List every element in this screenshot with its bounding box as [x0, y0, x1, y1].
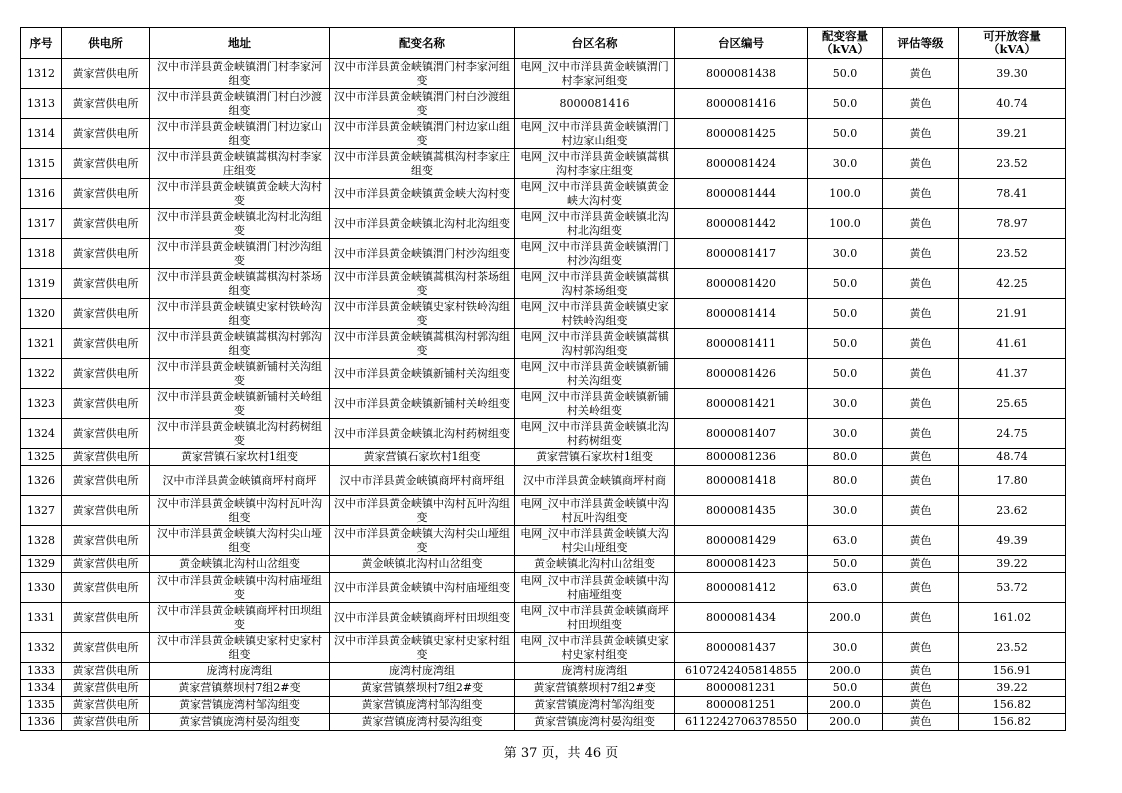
column-header-rating: 评估等级: [883, 28, 959, 59]
cell-open-capacity: 53.72: [959, 573, 1066, 603]
cell-address: 汉中市洋县黄金峡镇蒿棋沟村李家庄组变: [150, 149, 330, 179]
table-row: [21, 269, 1066, 299]
cell-open-capacity: 42.25: [959, 269, 1066, 299]
cell-address: 汉中市洋县黄金峡镇蒿棋沟村茶场组变: [150, 269, 330, 299]
table-body: [21, 59, 1066, 731]
cell-transformer-name: 汉中市洋县黄金峡镇渭门村白沙渡组变: [330, 89, 515, 119]
table-row: [21, 389, 1066, 419]
cell-station: 黄家营供电所: [62, 239, 150, 269]
cell-station: 黄家营供电所: [62, 526, 150, 556]
cell-station: 黄家营供电所: [62, 119, 150, 149]
cell-area-code: 6107242405814855: [675, 663, 808, 680]
cell-seq: 1334: [21, 680, 62, 697]
cell-capacity: 200.0: [808, 697, 883, 714]
table-row: [21, 556, 1066, 573]
cell-rating: 黄色: [883, 633, 959, 663]
cell-transformer-name: 庞湾村庞湾组: [330, 663, 515, 680]
cell-area-name: 电网_汉中市洋县黄金峡镇北沟村北沟组变: [515, 209, 675, 239]
cell-station: 黄家营供电所: [62, 573, 150, 603]
cell-transformer-name: 汉中市洋县黄金峡镇大沟村尖山垭组变: [330, 526, 515, 556]
cell-station: 黄家营供电所: [62, 329, 150, 359]
cell-seq: 1330: [21, 573, 62, 603]
cell-area-name: 黄家营镇庞湾村邹沟组变: [515, 697, 675, 714]
cell-area-name: 电网_汉中市洋县黄金峡镇大沟村尖山垭组变: [515, 526, 675, 556]
cell-station: 黄家营供电所: [62, 714, 150, 731]
column-header-transformer-name: 配变名称: [330, 28, 515, 59]
column-header-area-code: 台区编号: [675, 28, 808, 59]
cell-rating: 黄色: [883, 449, 959, 466]
cell-capacity: 50.0: [808, 680, 883, 697]
cell-capacity: 100.0: [808, 179, 883, 209]
column-header-station: 供电所: [62, 28, 150, 59]
cell-seq: 1335: [21, 697, 62, 714]
cell-area-code: 6112242706378550: [675, 714, 808, 731]
cell-transformer-name: 汉中市洋县黄金峡镇史家村史家村组变: [330, 633, 515, 663]
table-row: [21, 449, 1066, 466]
cell-area-code: 8000081424: [675, 149, 808, 179]
cell-area-name: 黄家营镇庞湾村晏沟组变: [515, 714, 675, 731]
cell-capacity: 50.0: [808, 119, 883, 149]
cell-capacity: 200.0: [808, 603, 883, 633]
cell-transformer-name: 汉中市洋县黄金峡镇中沟村瓦叶沟组变: [330, 496, 515, 526]
table-row: [21, 526, 1066, 556]
cell-open-capacity: 17.80: [959, 466, 1066, 496]
cell-transformer-name: 汉中市洋县黄金峡镇黄金峡大沟村变: [330, 179, 515, 209]
cell-area-code: 8000081442: [675, 209, 808, 239]
cell-station: 黄家营供电所: [62, 603, 150, 633]
table-row: [21, 359, 1066, 389]
table-row: [21, 633, 1066, 663]
cell-address: 汉中市洋县黄金峡镇中沟村瓦叶沟组变: [150, 496, 330, 526]
cell-seq: 1316: [21, 179, 62, 209]
cell-capacity: 80.0: [808, 466, 883, 496]
cell-area-name: 汉中市洋县黄金峡镇商坪村商: [515, 466, 675, 496]
cell-area-code: 8000081420: [675, 269, 808, 299]
cell-rating: 黄色: [883, 496, 959, 526]
cell-area-name: 电网_汉中市洋县黄金峡镇史家村铁岭沟组变: [515, 299, 675, 329]
cell-address: 汉中市洋县黄金峡镇史家村铁岭沟组变: [150, 299, 330, 329]
cell-capacity: 63.0: [808, 573, 883, 603]
cell-open-capacity: 156.82: [959, 714, 1066, 731]
cell-transformer-name: 汉中市洋县黄金峡镇中沟村庙垭组变: [330, 573, 515, 603]
cell-address: 汉中市洋县黄金峡镇商坪村田坝组变: [150, 603, 330, 633]
cell-open-capacity: 156.91: [959, 663, 1066, 680]
cell-area-name: 电网_汉中市洋县黄金峡镇北沟村药树组变: [515, 419, 675, 449]
cell-area-code: 8000081251: [675, 697, 808, 714]
cell-seq: 1315: [21, 149, 62, 179]
cell-transformer-name: 黄家营镇庞湾村晏沟组变: [330, 714, 515, 731]
cell-area-name: 电网_汉中市洋县黄金峡镇商坪村田坝组变: [515, 603, 675, 633]
cell-open-capacity: 39.22: [959, 556, 1066, 573]
cell-area-code: 8000081416: [675, 89, 808, 119]
cell-address: 汉中市洋县黄金峡镇蒿棋沟村郭沟组变: [150, 329, 330, 359]
cell-transformer-name: 汉中市洋县黄金峡镇蒿棋沟村郭沟组变: [330, 329, 515, 359]
table-row: [21, 573, 1066, 603]
table-row: [21, 119, 1066, 149]
cell-seq: 1328: [21, 526, 62, 556]
cell-area-code: 8000081417: [675, 239, 808, 269]
cell-open-capacity: 40.74: [959, 89, 1066, 119]
cell-seq: 1327: [21, 496, 62, 526]
cell-rating: 黄色: [883, 663, 959, 680]
cell-capacity: 30.0: [808, 239, 883, 269]
cell-open-capacity: 156.82: [959, 697, 1066, 714]
cell-rating: 黄色: [883, 680, 959, 697]
cell-transformer-name: 汉中市洋县黄金峡镇渭门村边家山组变: [330, 119, 515, 149]
cell-area-code: 8000081434: [675, 603, 808, 633]
cell-address: 黄家营镇庞湾村晏沟组变: [150, 714, 330, 731]
cell-seq: 1313: [21, 89, 62, 119]
cell-area-code: 8000081435: [675, 496, 808, 526]
cell-capacity: 63.0: [808, 526, 883, 556]
cell-rating: 黄色: [883, 359, 959, 389]
cell-transformer-name: 汉中市洋县黄金峡镇史家村铁岭沟组变: [330, 299, 515, 329]
cell-area-code: 8000081414: [675, 299, 808, 329]
cell-rating: 黄色: [883, 573, 959, 603]
column-header-seq: 序号: [21, 28, 62, 59]
cell-address: 汉中市洋县黄金峡镇渭门村沙沟组变: [150, 239, 330, 269]
cell-rating: 黄色: [883, 119, 959, 149]
cell-capacity: 50.0: [808, 89, 883, 119]
cell-area-name: 黄家营镇石家坎村1组变: [515, 449, 675, 466]
cell-area-name: 电网_汉中市洋县黄金峡镇蒿棋沟村李家庄组变: [515, 149, 675, 179]
cell-seq: 1325: [21, 449, 62, 466]
cell-transformer-name: 汉中市洋县黄金峡镇新铺村关岭组变: [330, 389, 515, 419]
cell-capacity: 200.0: [808, 663, 883, 680]
cell-station: 黄家营供电所: [62, 663, 150, 680]
cell-area-name: 电网_汉中市洋县黄金峡镇渭门村边家山组变: [515, 119, 675, 149]
column-header-open-capacity: 可开放容量 （kVA）: [959, 28, 1066, 59]
cell-transformer-name: 黄家营镇庞湾村邹沟组变: [330, 697, 515, 714]
cell-seq: 1314: [21, 119, 62, 149]
cell-capacity: 50.0: [808, 359, 883, 389]
cell-transformer-name: 汉中市洋县黄金峡镇渭门村李家河组变: [330, 59, 515, 89]
cell-seq: 1326: [21, 466, 62, 496]
table-row: [21, 603, 1066, 633]
cell-open-capacity: 49.39: [959, 526, 1066, 556]
cell-seq: 1333: [21, 663, 62, 680]
cell-rating: 黄色: [883, 466, 959, 496]
capacity-table-sheet: [20, 27, 1065, 731]
cell-station: 黄家营供电所: [62, 299, 150, 329]
cell-capacity: 50.0: [808, 299, 883, 329]
cell-address: 汉中市洋县黄金峡镇渭门村李家河组变: [150, 59, 330, 89]
table-row: [21, 149, 1066, 179]
cell-rating: 黄色: [883, 209, 959, 239]
cell-area-name: 电网_汉中市洋县黄金峡镇渭门村李家河组变: [515, 59, 675, 89]
cell-area-code: 8000081411: [675, 329, 808, 359]
cell-area-name: 黄家营镇蔡坝村7组2#变: [515, 680, 675, 697]
cell-seq: 1321: [21, 329, 62, 359]
cell-area-name: 电网_汉中市洋县黄金峡镇渭门村沙沟组变: [515, 239, 675, 269]
cell-station: 黄家营供电所: [62, 269, 150, 299]
table-header-row: [21, 28, 1066, 59]
cell-station: 黄家营供电所: [62, 680, 150, 697]
table-row: [21, 496, 1066, 526]
cell-open-capacity: 41.61: [959, 329, 1066, 359]
cell-transformer-name: 汉中市洋县黄金峡镇蒿棋沟村茶场组变: [330, 269, 515, 299]
cell-open-capacity: 24.75: [959, 419, 1066, 449]
cell-station: 黄家营供电所: [62, 59, 150, 89]
cell-capacity: 200.0: [808, 714, 883, 731]
capacity-table: [20, 27, 1066, 731]
table-row: [21, 680, 1066, 697]
cell-area-code: 8000081231: [675, 680, 808, 697]
cell-address: 汉中市洋县黄金峡镇黄金峡大沟村变: [150, 179, 330, 209]
cell-station: 黄家营供电所: [62, 89, 150, 119]
cell-rating: 黄色: [883, 556, 959, 573]
cell-area-code: 8000081426: [675, 359, 808, 389]
cell-transformer-name: 汉中市洋县黄金峡镇北沟村药树组变: [330, 419, 515, 449]
cell-area-code: 8000081437: [675, 633, 808, 663]
table-row: [21, 89, 1066, 119]
cell-capacity: 30.0: [808, 419, 883, 449]
cell-capacity: 50.0: [808, 59, 883, 89]
cell-station: 黄家营供电所: [62, 149, 150, 179]
cell-capacity: 50.0: [808, 269, 883, 299]
cell-open-capacity: 21.91: [959, 299, 1066, 329]
cell-seq: 1324: [21, 419, 62, 449]
cell-address: 黄家营镇蔡坝村7组2#变: [150, 680, 330, 697]
cell-rating: 黄色: [883, 526, 959, 556]
cell-address: 汉中市洋县黄金峡镇北沟村药树组变: [150, 419, 330, 449]
cell-open-capacity: 23.62: [959, 496, 1066, 526]
cell-area-name: 电网_汉中市洋县黄金峡镇蒿棋沟村郭沟组变: [515, 329, 675, 359]
cell-open-capacity: 41.37: [959, 359, 1066, 389]
cell-seq: 1322: [21, 359, 62, 389]
cell-station: 黄家营供电所: [62, 389, 150, 419]
cell-rating: 黄色: [883, 299, 959, 329]
cell-address: 黄金峡镇北沟村山岔组变: [150, 556, 330, 573]
table-row: [21, 419, 1066, 449]
cell-transformer-name: 黄金峡镇北沟村山岔组变: [330, 556, 515, 573]
table-row: [21, 714, 1066, 731]
cell-rating: 黄色: [883, 389, 959, 419]
cell-address: 黄家营镇石家坎村1组变: [150, 449, 330, 466]
cell-rating: 黄色: [883, 269, 959, 299]
cell-address: 汉中市洋县黄金峡镇新铺村关岭组变: [150, 389, 330, 419]
cell-transformer-name: 黄家营镇石家坎村1组变: [330, 449, 515, 466]
cell-area-name: 电网_汉中市洋县黄金峡镇蒿棋沟村茶场组变: [515, 269, 675, 299]
cell-transformer-name: 汉中市洋县黄金峡镇商坪村田坝组变: [330, 603, 515, 633]
cell-capacity: 30.0: [808, 496, 883, 526]
cell-transformer-name: 汉中市洋县黄金峡镇渭门村沙沟组变: [330, 239, 515, 269]
cell-area-name: 电网_汉中市洋县黄金峡镇中沟村庙垭组变: [515, 573, 675, 603]
cell-address: 汉中市洋县黄金峡镇新铺村关沟组变: [150, 359, 330, 389]
cell-open-capacity: 78.97: [959, 209, 1066, 239]
cell-address: 汉中市洋县黄金峡镇大沟村尖山垭组变: [150, 526, 330, 556]
cell-area-code: 8000081429: [675, 526, 808, 556]
cell-rating: 黄色: [883, 714, 959, 731]
cell-capacity: 100.0: [808, 209, 883, 239]
column-header-area-name: 台区名称: [515, 28, 675, 59]
cell-area-code: 8000081421: [675, 389, 808, 419]
cell-rating: 黄色: [883, 89, 959, 119]
cell-area-name: 庞湾村庞湾组: [515, 663, 675, 680]
cell-open-capacity: 23.52: [959, 239, 1066, 269]
cell-open-capacity: 39.30: [959, 59, 1066, 89]
cell-seq: 1317: [21, 209, 62, 239]
cell-area-name: 8000081416: [515, 89, 675, 119]
table-row: [21, 663, 1066, 680]
cell-area-name: 电网_汉中市洋县黄金峡镇黄金峡大沟村变: [515, 179, 675, 209]
cell-open-capacity: 39.21: [959, 119, 1066, 149]
cell-area-code: 8000081425: [675, 119, 808, 149]
table-row: [21, 239, 1066, 269]
cell-area-code: 8000081438: [675, 59, 808, 89]
cell-transformer-name: 汉中市洋县黄金峡镇北沟村北沟组变: [330, 209, 515, 239]
cell-address: 黄家营镇庞湾村邹沟组变: [150, 697, 330, 714]
cell-transformer-name: 汉中市洋县黄金峡镇新铺村关沟组变: [330, 359, 515, 389]
cell-rating: 黄色: [883, 697, 959, 714]
cell-rating: 黄色: [883, 59, 959, 89]
cell-seq: 1320: [21, 299, 62, 329]
cell-address: 汉中市洋县黄金峡镇中沟村庙垭组变: [150, 573, 330, 603]
cell-seq: 1331: [21, 603, 62, 633]
cell-address: 汉中市洋县黄金峡镇史家村史家村组变: [150, 633, 330, 663]
cell-station: 黄家营供电所: [62, 466, 150, 496]
cell-seq: 1336: [21, 714, 62, 731]
cell-transformer-name: 汉中市洋县黄金峡镇商坪村商坪组: [330, 466, 515, 496]
cell-open-capacity: 48.74: [959, 449, 1066, 466]
page-footer: 第 37 页，共 46 页: [503, 746, 619, 761]
cell-address: 汉中市洋县黄金峡镇商坪村商坪: [150, 466, 330, 496]
cell-transformer-name: 黄家营镇蔡坝村7组2#变: [330, 680, 515, 697]
cell-seq: 1332: [21, 633, 62, 663]
cell-open-capacity: 25.65: [959, 389, 1066, 419]
cell-station: 黄家营供电所: [62, 496, 150, 526]
cell-station: 黄家营供电所: [62, 556, 150, 573]
cell-address: 汉中市洋县黄金峡镇北沟村北沟组变: [150, 209, 330, 239]
cell-area-code: 8000081407: [675, 419, 808, 449]
cell-station: 黄家营供电所: [62, 419, 150, 449]
cell-rating: 黄色: [883, 179, 959, 209]
cell-rating: 黄色: [883, 419, 959, 449]
cell-capacity: 30.0: [808, 389, 883, 419]
cell-capacity: 50.0: [808, 329, 883, 359]
cell-open-capacity: 78.41: [959, 179, 1066, 209]
cell-area-code: 8000081444: [675, 179, 808, 209]
cell-area-code: 8000081236: [675, 449, 808, 466]
cell-open-capacity: 39.22: [959, 680, 1066, 697]
cell-seq: 1318: [21, 239, 62, 269]
cell-open-capacity: 161.02: [959, 603, 1066, 633]
table-row: [21, 59, 1066, 89]
cell-rating: 黄色: [883, 603, 959, 633]
cell-area-name: 电网_汉中市洋县黄金峡镇中沟村瓦叶沟组变: [515, 496, 675, 526]
cell-seq: 1319: [21, 269, 62, 299]
column-header-address: 地址: [150, 28, 330, 59]
cell-rating: 黄色: [883, 329, 959, 359]
cell-area-code: 8000081423: [675, 556, 808, 573]
cell-capacity: 50.0: [808, 556, 883, 573]
table-row: [21, 179, 1066, 209]
cell-seq: 1323: [21, 389, 62, 419]
cell-area-name: 电网_汉中市洋县黄金峡镇史家村史家村组变: [515, 633, 675, 663]
cell-area-code: 8000081418: [675, 466, 808, 496]
table-row: [21, 209, 1066, 239]
cell-station: 黄家营供电所: [62, 697, 150, 714]
cell-transformer-name: 汉中市洋县黄金峡镇蒿棋沟村李家庄组变: [330, 149, 515, 179]
cell-open-capacity: 23.52: [959, 633, 1066, 663]
cell-rating: 黄色: [883, 239, 959, 269]
cell-address: 汉中市洋县黄金峡镇渭门村白沙渡组变: [150, 89, 330, 119]
cell-area-code: 8000081412: [675, 573, 808, 603]
cell-station: 黄家营供电所: [62, 179, 150, 209]
table-row: [21, 697, 1066, 714]
table-row: [21, 329, 1066, 359]
cell-station: 黄家营供电所: [62, 359, 150, 389]
cell-area-name: 电网_汉中市洋县黄金峡镇新铺村关岭组变: [515, 389, 675, 419]
cell-capacity: 30.0: [808, 633, 883, 663]
cell-capacity: 30.0: [808, 149, 883, 179]
cell-area-name: 黄金峡镇北沟村山岔组变: [515, 556, 675, 573]
cell-station: 黄家营供电所: [62, 449, 150, 466]
table-row: [21, 299, 1066, 329]
cell-rating: 黄色: [883, 149, 959, 179]
cell-seq: 1312: [21, 59, 62, 89]
cell-address: 庞湾村庞湾组: [150, 663, 330, 680]
cell-area-name: 电网_汉中市洋县黄金峡镇新铺村关沟组变: [515, 359, 675, 389]
cell-open-capacity: 23.52: [959, 149, 1066, 179]
cell-station: 黄家营供电所: [62, 633, 150, 663]
cell-station: 黄家营供电所: [62, 209, 150, 239]
cell-address: 汉中市洋县黄金峡镇渭门村边家山组变: [150, 119, 330, 149]
table-row: [21, 466, 1066, 496]
cell-capacity: 80.0: [808, 449, 883, 466]
cell-seq: 1329: [21, 556, 62, 573]
column-header-capacity: 配变容量 （kVA）: [808, 28, 883, 59]
